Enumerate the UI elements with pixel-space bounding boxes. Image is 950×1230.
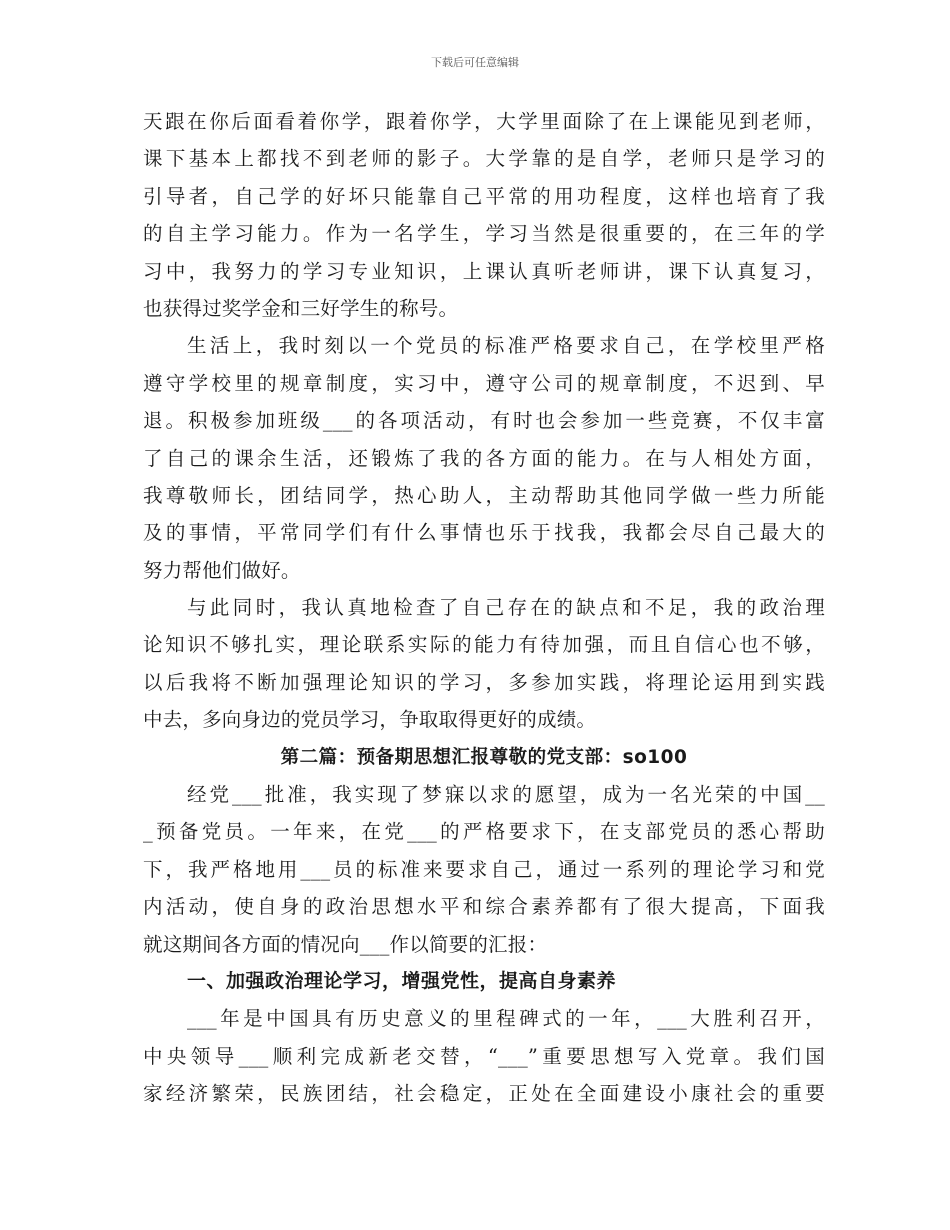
paragraph-line: 努力帮他们做好。 [143,558,301,582]
paragraph-line: 下，我严格地用___员的标准来要求自己，通过一系列的理论学习和党 [143,857,825,881]
paragraph-line: 我尊敬师长，团结同学，热心助人，主动帮助其他同学做一些力所能 [143,483,825,507]
paragraph-line: 了自己的课余生活，还锻炼了我的各方面的能力。在与人相处方面， [143,446,825,470]
paragraph-line: 就这期间各方面的情况向___作以简要的汇报： [143,932,548,956]
paragraph-line: 家经济繁荣，民族团结，社会稳定，正处在全面建设小康社会的重要 [143,1082,825,1106]
paragraph-line: 与此同时，我认真地检查了自己存在的缺点和不足，我的政治理 [187,596,825,620]
page-header: 下载后可任意编辑 [431,56,519,69]
paragraph-line: 课下基本上都找不到老师的影子。大学靠的是自学，老师只是学习的 [143,147,825,171]
paragraph-line: 天跟在你后面看着你学，跟着你学，大学里面除了在上课能见到老师， [143,110,825,133]
paragraph-line: 也获得过奖学金和三好学生的称号。 [143,296,459,320]
section-title: 第二篇：预备期思想汇报尊敬的党支部：so100 [280,746,688,768]
paragraph-line: 经党___批准，我实现了梦寐以求的愿望，成为一名光荣的中国__ [187,783,825,807]
paragraph-line: 习中，我努力的学习专业知识，上课认真听老师讲，课下认真复习， [143,259,825,283]
paragraph-line: 以后我将不断加强理论知识的学习，多参加实践，将理论运用到实践 [143,670,825,694]
document-body [143,103,825,1113]
subsection-title: 一、加强政治理论学习，增强党性，提高自身素养 [187,969,617,992]
paragraph-line: ___年是中国具有历史意义的里程碑式的一年，___大胜利召开， [187,1007,825,1031]
paragraph-line: _预备党员。一年来，在党___的严格要求下，在支部党员的悉心帮助 [143,820,825,844]
paragraph-line: 遵守学校里的规章制度，实习中，遵守公司的规章制度，不迟到、早 [143,371,825,395]
paragraph-line: 引导者，自己学的好坏只能靠自己平常的用功程度，这样也培育了我 [143,184,825,208]
paragraph-line: 中央领导___顺利完成新老交替，“___”重要思想写入党章。我们国 [143,1044,825,1068]
paragraph-line: 生活上，我时刻以一个党员的标准严格要求自己，在学校里严格 [187,334,825,358]
paragraph-line: 及的事情，平常同学们有什么事情也乐于找我，我都会尽自己最大的 [143,521,825,545]
paragraph-line: 退。积极参加班级___的各项活动，有时也会参加一些竞赛，不仅丰富 [143,409,825,433]
paragraph-line: 论知识不够扎实，理论联系实际的能力有待加强，而且自信心也不够， [143,633,825,657]
paragraph-line: 中去，多向身边的党员学习，争取取得更好的成绩。 [143,708,597,732]
paragraph-line: 的自主学习能力。作为一名学生，学习当然是很重要的，在三年的学 [143,222,825,246]
paragraph-line: 内活动，使自身的政治思想水平和综合素养都有了很大提高，下面我 [143,895,825,919]
